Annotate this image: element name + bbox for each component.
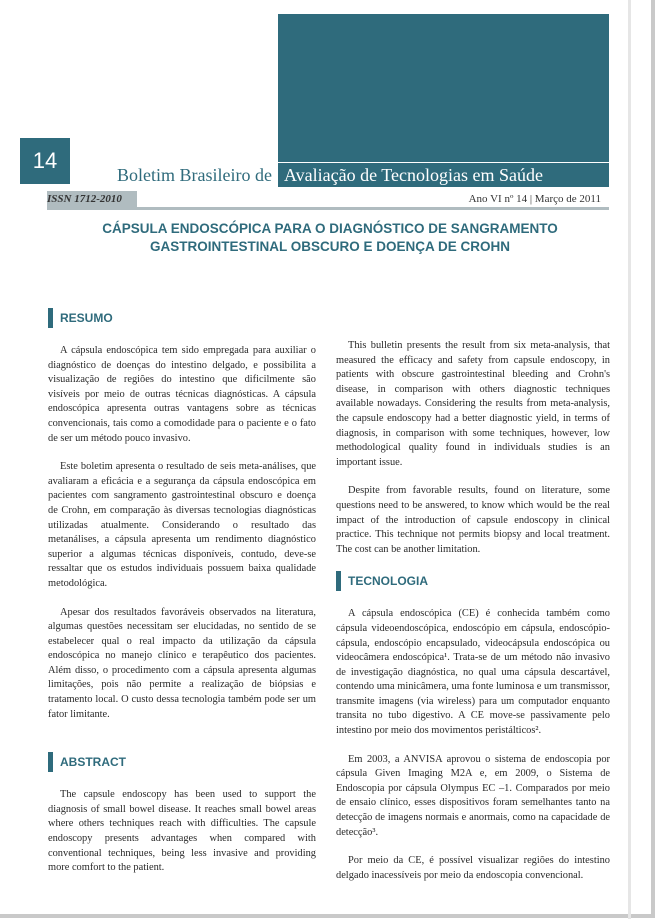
issn: ISSN 1712-2010 [47,193,122,205]
subtitle-left: Boletim Brasileiro de [78,163,278,187]
tecnologia-paragraph: A cápsula endoscópica (CE) é conhecida também como cápsula videoendoscópica, endoscópio em cápsula, endoscópio-cápsula, endoscópio encapsulado, videocápsula endoscópica ou videocâmera endoscópica¹. Trata-se de um método não invasivo de investigação diagnóstica, no qual uma cápsula descartável, contendo uma minicâmera, uma fonte luminosa e um transmissor, transmite imagens (via wireless) para um computador enquanto transita no tubo digestivo. A CE move-se passivamente pelo intestino por meio dos movimentos peristálticos². [336,608,610,737]
tecnologia-heading: TECNOLOGIA [336,571,610,591]
meta-row [47,191,609,210]
english-summary-paragraph: This bulletin presents the result from six meta-analysis, that measured the efficacy and safety from capsule endoscopy, in patients with obscure gastrointestinal bleeding and Crohn's disease, in comparison with others diagnostic techniques available nowadays. Considering the results from meta-analysis, the capsule endoscopy had a better diagnostic yield, in terms of diagnosis, in comparison with some techniques, however, low methodological quality found in individuals studies is an important issue. [336,340,610,468]
left-column [48,308,316,890]
english-summary-paragraph: Despite from favorable results, found on literature, some questions need to be answered, to know which would be the real impact of the introduction of capsule endoscopy in clinical practice. This technique not permits biopsy and local treatment. The cost can be another limitation. [336,485,610,555]
issue-number-badge: 14 [20,138,70,184]
edition-info: Ano VI nº 14 | Março de 2011 [468,193,601,205]
subtitle-right: Avaliação de Tecnologias em Saúde [278,163,609,187]
resumo-paragraph: Apesar dos resultados favoráveis observados na literatura, algumas questões necessitam ser elucidadas, no sentido de se estabelecer qual o real impacto da utilização da cápsula endoscópica no manejo clínico e terapêutico dos pacientes. Além disso, o procedimento com a cápsula apresenta algumas limitações, pois não permite a realização de biópsias e tratamento local. O custo dessa tecnologia também pode ser um fator limitante. [48,606,316,720]
masthead-dark-panel [278,14,609,162]
title-line-1: CÁPSULA ENDOSCÓPICA PARA O DIAGNÓSTICO DE SANGRAMENTO [102,221,558,236]
resumo-paragraph: Este boletim apresenta o resultado de seis meta-análises, que avaliaram a eficácia e a segurança da cápsula endoscópica em pacientes com sangramento gastrointestinal obscuro e doença de Crohn, em comparação às diversas tecnologias diagnósticas utilizadas atualmente. Considerando o resultado das metanálises, a cápsula apresenta um rendimento diagnóstico superior a algumas técnicas disponíveis, contudo, deve-se ressaltar que os estudos individuais possuem baixa qualidade metodológica. [48,461,316,589]
resumo-paragraph: A cápsula endoscópica tem sido empregada para auxiliar o diagnóstico de doenças do intestino delgado, e possibilita a visualização de regiões do intestino que dificilmente são visíveis por meio de outras técnicas diagnósticas. A cápsula endoscópica apresenta outras vantagens sobre as técnicas convencionais, tais como a comodidade para o paciente e o fato de ser um método pouco invasivo. [48,345,316,444]
abstract-heading: ABSTRACT [48,752,316,772]
masthead-light-panel [47,14,278,162]
tecnologia-paragraph: Por meio da CE, é possível visualizar regiões do intestino delgado inacessíveis por meio da endoscopia convencional. [336,855,610,881]
tecnologia-paragraph: Em 2003, a ANVISA aprovou o sistema de endoscopia por cápsula Given Imaging M2A e, em 2009, o Sistema de Endoscopia por cápsula Olympus EC –1. Comparados por meio de ensaio clínico, esses dispositivos foram semelhantes tanto na detecção de imagens normais e anormais, como na capacidade de detecção³. [336,753,610,838]
title-line-2: GASTROINTESTINAL OBSCURO E DOENÇA DE CROHN [149,239,511,254]
resumo-heading: RESUMO [48,308,316,328]
abstract-paragraph: The capsule endoscopy has been used to support the diagnosis of small bowel disease. It reaches small bowel areas where others techniques reach with difficulties. The capsule endoscopy presents advantages when compared with conventional techniques, being less invasive and providing more comfort to the patient. [48,789,316,874]
page-title [60,220,600,256]
right-column [336,339,610,897]
page-edge [628,0,631,919]
